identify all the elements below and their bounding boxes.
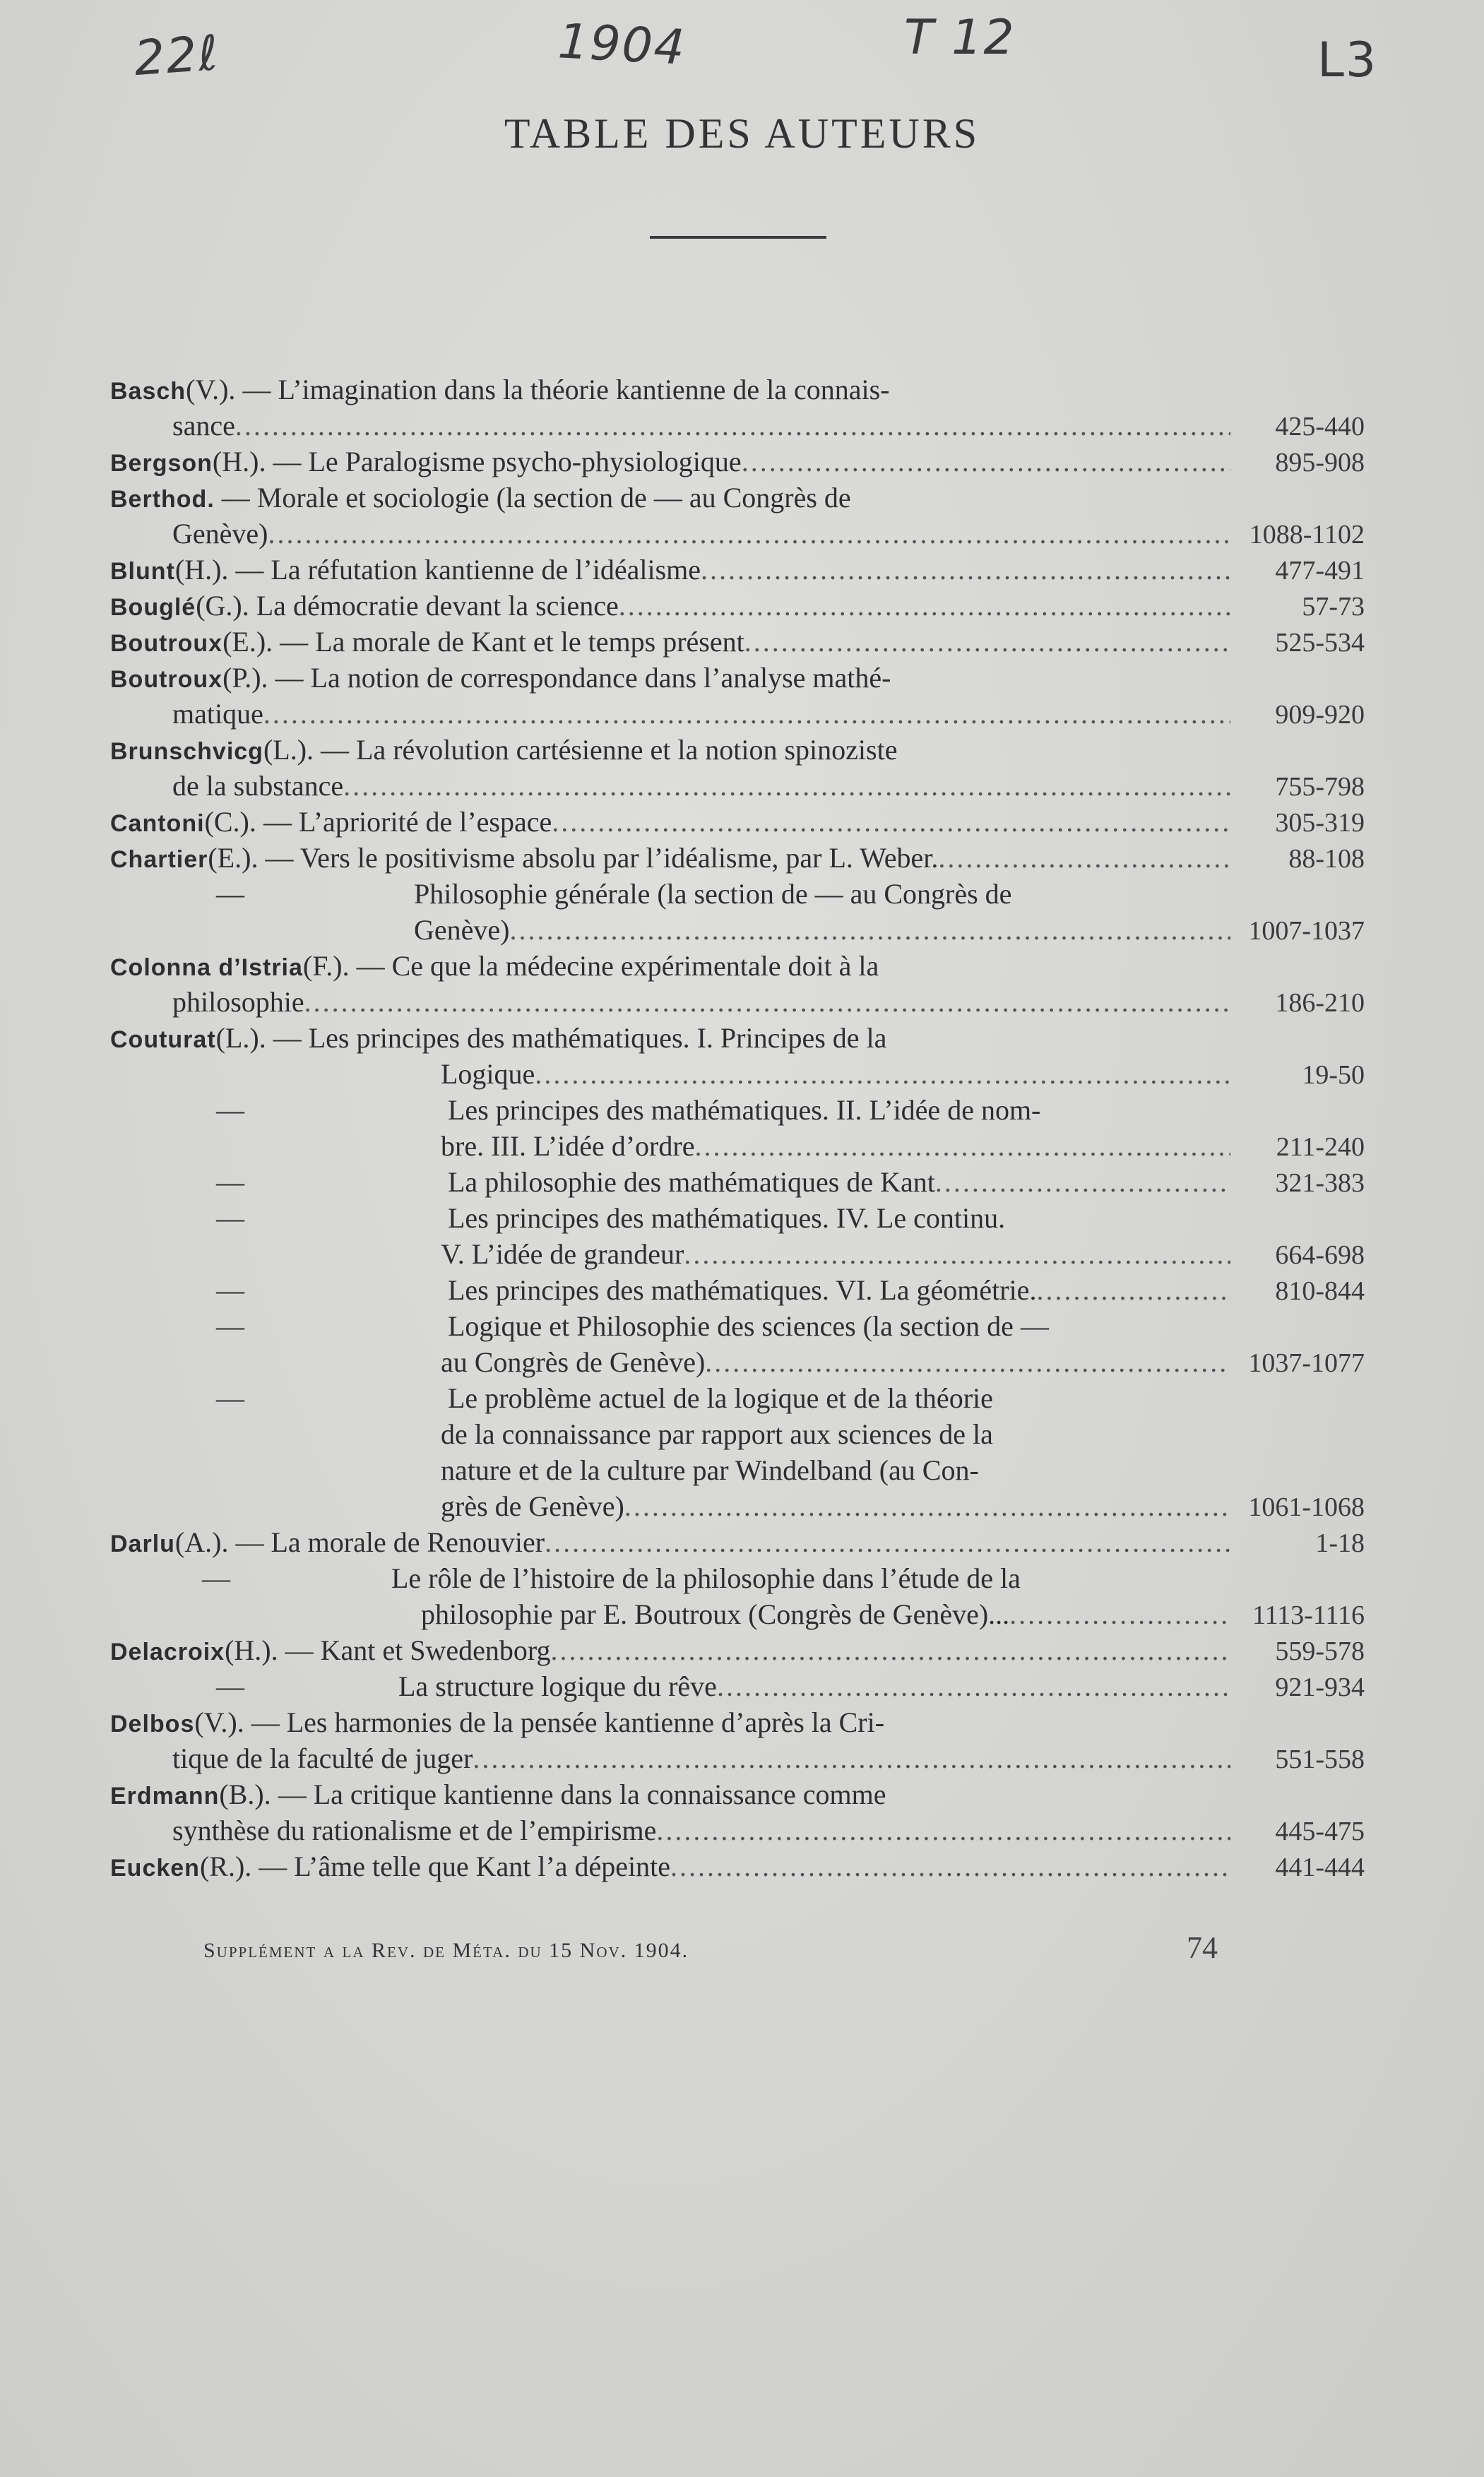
page-range: 921-934 xyxy=(1275,1673,1365,1702)
index-entry-line xyxy=(110,660,1365,696)
handwritten-note-left: 22ℓ xyxy=(132,25,222,88)
dot-leader xyxy=(744,624,1230,660)
page-range: 211-240 xyxy=(1276,1132,1365,1162)
author-initial: (A.). xyxy=(174,1526,236,1558)
entry-title-text: — Morale et sociologie (la section de — au Congrès de xyxy=(221,482,851,513)
index-entry xyxy=(110,660,1365,732)
index-entry-line xyxy=(110,1452,1365,1488)
index-entry-line xyxy=(110,1344,1365,1380)
index-entry xyxy=(110,1164,1365,1200)
entry-title-text: La structure logique du rêve xyxy=(398,1670,717,1702)
author-initial: (L.). xyxy=(263,734,321,766)
author-initial: (H.). xyxy=(225,1634,285,1666)
dot-leader xyxy=(304,984,1230,1020)
entry-title-text: au Congrès de Genève) xyxy=(441,1346,706,1378)
page-range: 441-444 xyxy=(1275,1853,1365,1882)
index-entry-line xyxy=(110,804,1365,840)
entry-title-text: La philosophie des mathématiques de Kant xyxy=(448,1166,935,1198)
page-range: 525-534 xyxy=(1275,628,1365,658)
index-entry-line xyxy=(110,624,1365,660)
entry-title-text: de la substance xyxy=(172,770,344,802)
entry-title-text: Les principes des mathématiques. VI. La géométrie. xyxy=(448,1274,1037,1306)
page-range: 425-440 xyxy=(1275,412,1365,441)
dot-leader xyxy=(545,1524,1230,1560)
entry-title-text: Le problème actuel de la logique et de la théorie xyxy=(448,1382,993,1414)
page-range: 19-50 xyxy=(1302,1060,1365,1090)
author-initial: (H.). xyxy=(212,446,273,477)
index-entry-line xyxy=(110,552,1365,588)
index-entry-line xyxy=(110,1416,1365,1452)
index-entry-line xyxy=(110,372,1365,408)
entry-title-text: synthèse du rationalisme et de l’empirisme xyxy=(172,1814,657,1846)
author-initial: (R.). xyxy=(199,1851,259,1882)
ditto-dash: — xyxy=(202,1562,230,1594)
page-range: 321-383 xyxy=(1275,1168,1365,1198)
page-range: 1061-1068 xyxy=(1248,1492,1365,1522)
dot-leader xyxy=(552,804,1230,840)
page-range: 477-491 xyxy=(1275,556,1365,586)
index-entry xyxy=(110,804,1365,840)
index-entry-line xyxy=(110,1380,1365,1416)
dot-leader xyxy=(235,408,1230,444)
index-entry xyxy=(110,948,1365,1020)
index-entry-line xyxy=(110,1020,1365,1056)
handwritten-note-right-center: T 12 xyxy=(904,10,1016,66)
ditto-dash: — xyxy=(216,1166,244,1198)
dot-leader xyxy=(694,1128,1230,1164)
index-entry xyxy=(110,1020,1365,1092)
entry-title-text: tique de la faculté de juger xyxy=(172,1742,473,1774)
page-range: 445-475 xyxy=(1275,1817,1365,1846)
index-entry xyxy=(110,1308,1365,1380)
author-initial: (C.). xyxy=(204,806,263,838)
author-name: Delacroix xyxy=(110,1639,225,1665)
page-range: 810-844 xyxy=(1275,1276,1365,1306)
page-range: 664-698 xyxy=(1275,1240,1365,1270)
index-entry-line xyxy=(110,1236,1365,1272)
index-entry-line xyxy=(110,1272,1365,1308)
author-initial: (L.). xyxy=(215,1022,273,1054)
index-entry-line xyxy=(110,480,1365,516)
author-initial: (E.). xyxy=(222,626,280,658)
entry-title-text: Genève) xyxy=(172,518,268,550)
index-entry-line xyxy=(110,1740,1365,1776)
index-entry-line xyxy=(110,444,1365,480)
entry-title-text: — La révolution cartésienne et la notion spinoziste xyxy=(321,734,898,766)
entry-title-text: Philosophie générale (la section de — au Congrès de xyxy=(414,878,1012,910)
index-entry xyxy=(110,840,1365,876)
author-name: Berthod. xyxy=(110,486,215,513)
author-initial: (G.). xyxy=(196,590,256,622)
index-entry xyxy=(110,552,1365,588)
author-name: Colonna d’Istria xyxy=(110,954,303,981)
index-entry xyxy=(110,1704,1365,1776)
entry-title-text: — Vers le positivisme absolu par l’idéalisme, par L. Weber. xyxy=(265,842,939,874)
index-entry xyxy=(110,732,1365,804)
dot-leader xyxy=(619,588,1230,624)
index-entry-line xyxy=(110,1632,1365,1668)
index-entry xyxy=(110,372,1365,444)
author-name: Chartier xyxy=(110,846,208,873)
entry-title-text: — L’âme telle que Kant l’a dépeinte xyxy=(259,1851,671,1882)
author-name: Bergson xyxy=(110,450,213,477)
entry-title-text: — La critique kantienne dans la connaissance comme xyxy=(278,1778,886,1810)
index-entry xyxy=(110,1776,1365,1848)
index-entry-line xyxy=(110,1488,1365,1524)
entry-title-text: matique xyxy=(172,698,263,730)
page-range: 1007-1037 xyxy=(1248,916,1365,946)
index-entry-line xyxy=(110,1164,1365,1200)
entry-title-text: V. L’idée de grandeur xyxy=(441,1238,684,1270)
page-number: 74 xyxy=(1187,1930,1218,1965)
ditto-dash: — xyxy=(216,1274,244,1306)
author-index-list xyxy=(110,372,1365,1884)
dot-leader xyxy=(343,768,1230,804)
index-entry xyxy=(110,624,1365,660)
author-name: Bouglé xyxy=(110,594,196,621)
author-initial: (V.). xyxy=(194,1706,251,1738)
dot-leader xyxy=(656,1812,1230,1848)
index-entry-line xyxy=(110,408,1365,444)
index-entry-line xyxy=(110,1200,1365,1236)
entry-title-text: — Le Paralogisme psycho-physiologique xyxy=(273,446,742,477)
index-entry xyxy=(110,876,1365,948)
index-entry-line xyxy=(110,516,1365,552)
page-range: 1113-1116 xyxy=(1252,1600,1365,1630)
dot-leader xyxy=(263,696,1230,732)
entry-title-text: — Kant et Swedenborg xyxy=(285,1634,551,1666)
author-initial: (F.). xyxy=(302,950,357,982)
index-entry-line xyxy=(110,1596,1365,1632)
entry-title-text: — Ce que la médecine expérimentale doit à la xyxy=(356,950,879,982)
index-entry-line xyxy=(110,1560,1365,1596)
index-entry-line xyxy=(110,1668,1365,1704)
dot-leader xyxy=(742,444,1230,480)
index-entry xyxy=(110,1092,1365,1164)
entry-title-text: bre. III. L’idée d’ordre xyxy=(441,1130,695,1162)
index-entry-line xyxy=(110,696,1365,732)
page-range: 88-108 xyxy=(1288,844,1365,874)
dot-leader xyxy=(670,1848,1230,1884)
index-entry xyxy=(110,1272,1365,1308)
index-entry-line xyxy=(110,984,1365,1020)
index-entry-line xyxy=(110,732,1365,768)
index-entry xyxy=(110,1200,1365,1272)
entry-title-text: de la connaissance par rapport aux sciences de la xyxy=(441,1418,993,1450)
dot-leader xyxy=(1036,1272,1230,1308)
entry-title-text: grès de Genève) xyxy=(441,1490,624,1522)
index-entry-line xyxy=(110,1128,1365,1164)
index-entry xyxy=(110,480,1365,552)
entry-title-text: Les principes des mathématiques. IV. Le continu. xyxy=(448,1202,1006,1234)
dot-leader xyxy=(705,1344,1230,1380)
ditto-dash: — xyxy=(216,1202,244,1234)
dot-leader xyxy=(624,1488,1230,1524)
index-entry xyxy=(110,588,1365,624)
page-range: 305-319 xyxy=(1275,808,1365,838)
index-entry-line xyxy=(110,1056,1365,1092)
author-name: Erdmann xyxy=(110,1783,220,1810)
entry-title-text: Logique xyxy=(441,1058,535,1090)
index-entry xyxy=(110,1668,1365,1704)
page-title: TABLE DES AUTEURS xyxy=(504,110,980,157)
page-range: 559-578 xyxy=(1275,1637,1365,1666)
entry-title-text: sance xyxy=(172,410,235,441)
index-entry-line xyxy=(110,1776,1365,1812)
entry-title-text: — L’apriorité de l’espace xyxy=(263,806,552,838)
page-range: 1088-1102 xyxy=(1249,520,1365,550)
title-rule xyxy=(650,236,826,239)
author-initial: (P.). xyxy=(222,662,275,694)
footer-citation: Supplément a la Rev. de Méta. du 15 Nov. 1904. xyxy=(203,1939,689,1962)
author-initial: (V.). xyxy=(186,374,243,405)
index-entry-line xyxy=(110,1848,1365,1884)
index-entry xyxy=(110,1380,1365,1524)
index-entry-line xyxy=(110,1704,1365,1740)
dot-leader xyxy=(509,912,1230,948)
dot-leader xyxy=(550,1632,1230,1668)
index-entry-line xyxy=(110,768,1365,804)
ditto-dash: — xyxy=(216,1670,244,1702)
index-entry xyxy=(110,1560,1365,1632)
index-entry-line xyxy=(110,840,1365,876)
entry-title-text: — La morale de Renouvier xyxy=(235,1526,545,1558)
index-entry-line xyxy=(110,1812,1365,1848)
dot-leader xyxy=(535,1056,1230,1092)
author-name: Couturat xyxy=(110,1026,216,1053)
page-range: 1-18 xyxy=(1315,1528,1365,1558)
entry-title-text: philosophie par E. Boutroux (Congrès de Genève)... xyxy=(421,1598,1010,1630)
dot-leader xyxy=(473,1740,1230,1776)
page-range: 57-73 xyxy=(1302,592,1365,622)
author-name: Delbos xyxy=(110,1711,195,1738)
entry-title-text: — La morale de Kant et le temps présent xyxy=(280,626,744,658)
index-entry-line xyxy=(110,1308,1365,1344)
entry-title-text: Genève) xyxy=(414,914,510,946)
page-range: 551-558 xyxy=(1275,1745,1365,1774)
index-entry-line xyxy=(110,948,1365,984)
dot-leader xyxy=(684,1236,1230,1272)
author-name: Brunschvicg xyxy=(110,738,263,765)
entry-title-text: — L’imagination dans la théorie kantienne de la connais- xyxy=(242,374,890,405)
page-range: 909-920 xyxy=(1275,700,1365,730)
dot-leader xyxy=(1009,1596,1230,1632)
index-entry-line xyxy=(110,1524,1365,1560)
author-name: Boutroux xyxy=(110,630,223,657)
dot-leader xyxy=(717,1668,1230,1704)
handwritten-note-center: 1904 xyxy=(557,13,688,76)
author-name: Darlu xyxy=(110,1531,175,1557)
index-entry xyxy=(110,444,1365,480)
dot-leader xyxy=(935,1164,1230,1200)
dot-leader xyxy=(701,552,1230,588)
entry-title-text: Le rôle de l’histoire de la philosophie dans l’étude de la xyxy=(391,1562,1021,1594)
entry-title-text: philosophie xyxy=(172,986,304,1018)
author-name: Basch xyxy=(110,378,186,405)
entry-title-text: — La réfutation kantienne de l’idéalisme xyxy=(235,554,701,586)
index-entry-line xyxy=(110,588,1365,624)
page-range: 895-908 xyxy=(1275,448,1365,477)
entry-title-text: La démocratie devant la science xyxy=(256,590,619,622)
dot-leader xyxy=(938,840,1230,876)
page-range: 1037-1077 xyxy=(1248,1348,1365,1378)
index-entry xyxy=(110,1632,1365,1668)
author-initial: (B.). xyxy=(219,1778,278,1810)
page-range: 755-798 xyxy=(1275,772,1365,802)
author-name: Cantoni xyxy=(110,810,205,837)
ditto-dash: — xyxy=(216,878,244,910)
author-initial: (E.). xyxy=(208,842,266,874)
index-entry-line xyxy=(110,876,1365,912)
index-entry-line xyxy=(110,912,1365,948)
entry-title-text: Logique et Philosophie des sciences (la section de — xyxy=(448,1310,1049,1342)
ditto-dash: — xyxy=(216,1310,244,1342)
index-entry-line xyxy=(110,1092,1365,1128)
page-range: 186-210 xyxy=(1275,988,1365,1018)
handwritten-note-right: L3 xyxy=(1317,32,1378,88)
entry-title-text: — Les principes des mathématiques. I. Principes de la xyxy=(273,1022,887,1054)
index-entry xyxy=(110,1848,1365,1884)
entry-title-text: — La notion de correspondance dans l’analyse mathé- xyxy=(275,662,891,694)
entry-title-text: Les principes des mathématiques. II. L’idée de nom- xyxy=(448,1094,1041,1126)
entry-title-text: — Les harmonies de la pensée kantienne d’après la Cri- xyxy=(251,1706,885,1738)
ditto-dash: — xyxy=(216,1382,244,1414)
author-name: Boutroux xyxy=(110,666,223,693)
author-initial: (H.). xyxy=(174,554,236,586)
index-entry xyxy=(110,1524,1365,1560)
author-name: Blunt xyxy=(110,558,175,585)
author-name: Eucken xyxy=(110,1855,200,1882)
spacer xyxy=(215,480,222,516)
entry-title-text: nature et de la culture par Windelband (au Con- xyxy=(441,1454,979,1486)
ditto-dash: — xyxy=(216,1094,244,1126)
dot-leader xyxy=(268,516,1230,552)
